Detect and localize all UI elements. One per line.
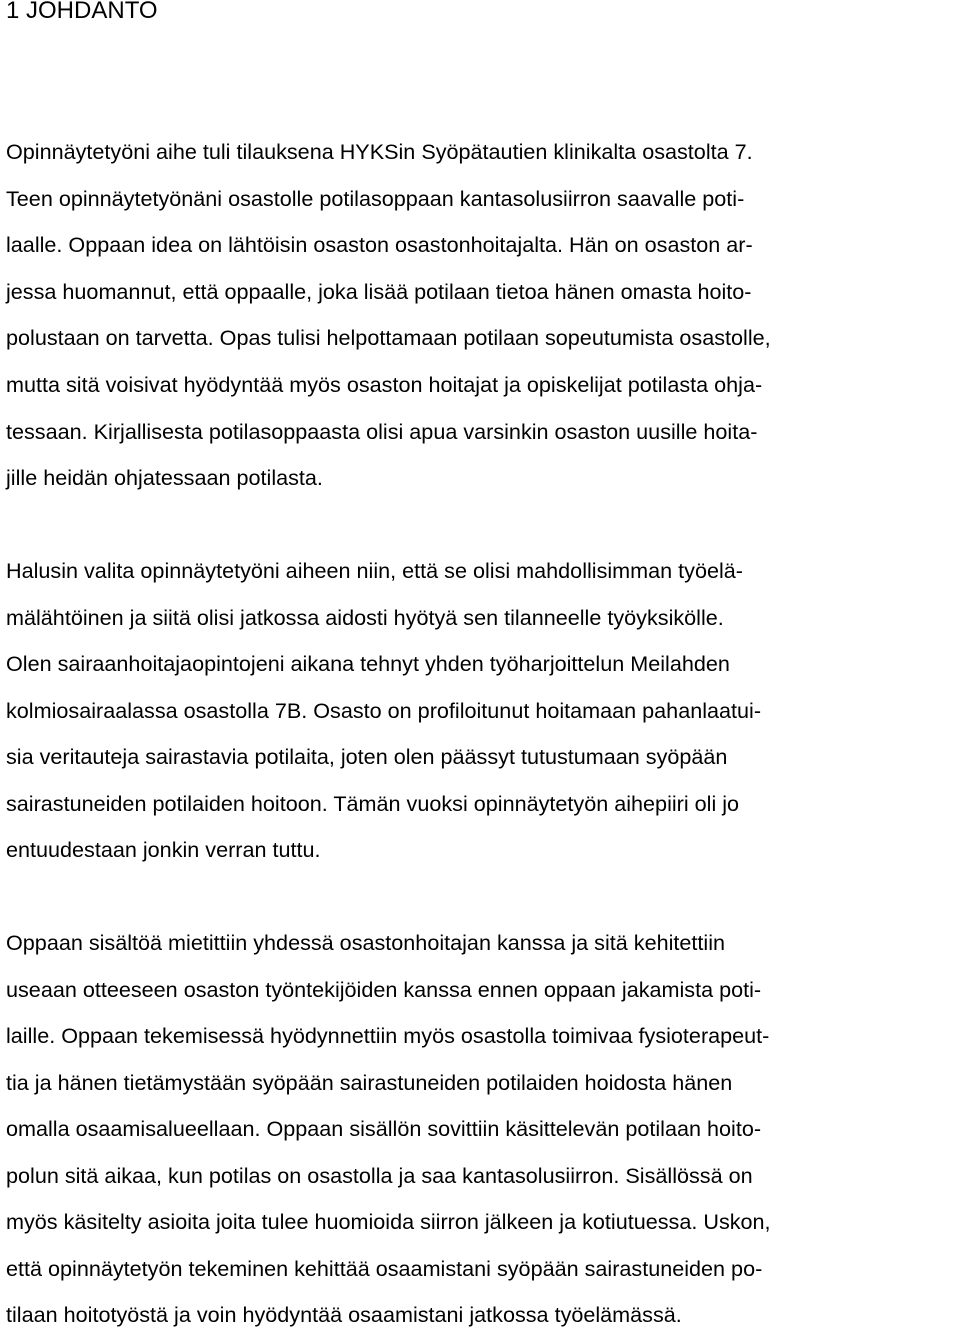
- text-line: jille heidän ohjatessaan potilasta.: [6, 465, 323, 490]
- text-line: laalle. Oppaan idea on lähtöisin osaston osastonhoitajalta. Hän on osaston ar-: [6, 232, 753, 257]
- text-line: polun sitä aikaa, kun potilas on osastolla ja saa kantasolusiirron. Sisällössä on: [6, 1163, 753, 1188]
- text-line: tessaan. Kirjallisesta potilasoppaasta olisi apua varsinkin osaston uusille hoita-: [6, 419, 758, 444]
- text-line: sairastuneiden potilaiden hoitoon. Tämän vuoksi opinnäytetyön aihepiiri oli jo: [6, 791, 740, 816]
- text-line: Oppaan sisältöä mietittiin yhdessä osastonhoitajan kanssa ja sitä kehitettiin: [6, 930, 726, 955]
- text-line: laille. Oppaan tekemisessä hyödynnettiin myös osastolla toimivaa fysioterapeut-: [6, 1023, 770, 1048]
- text-line: Halusin valita opinnäytetyöni aiheen niin, että se olisi mahdollisimman työelä-: [6, 558, 743, 583]
- text-line: myös käsitelty asioita joita tulee huomioida siirron jälkeen ja kotiutuessa. Uskon,: [6, 1209, 771, 1234]
- chapter-heading: 1 JOHDANTO: [6, 0, 158, 24]
- text-line: sia veritauteja sairastavia potilaita, joten olen päässyt tutustumaan syöpään: [6, 744, 728, 769]
- text-line: tia ja hänen tietämystään syöpään sairastuneiden potilaiden hoidosta hänen: [6, 1070, 733, 1095]
- text-line: polustaan on tarvetta. Opas tulisi helpottamaan potilaan sopeutumista osastolle,: [6, 325, 771, 350]
- text-line: Teen opinnäytetyönäni osastolle potilasoppaan kantasolusiirron saavalle poti-: [6, 186, 745, 211]
- text-line: useaan otteeseen osaston työntekijöiden kanssa ennen oppaan jakamista poti-: [6, 977, 762, 1002]
- text-line: Opinnäytetyöni aihe tuli tilauksena HYKSin Syöpätautien klinikalta osastolta 7.: [6, 139, 753, 164]
- text-line: tilaan hoitotyöstä ja voin hyödyntää osaamistani jatkossa työelämässä.: [6, 1302, 682, 1327]
- text-line: mälähtöinen ja siitä olisi jatkossa aidosti hyötyä sen tilanneelle työyksikölle.: [6, 605, 724, 630]
- text-line: omalla osaamisalueellaan. Oppaan sisällön sovittiin käsittelevän potilaan hoito-: [6, 1116, 762, 1141]
- text-line: jessa huomannut, että oppaalle, joka lisää potilaan tietoa hänen omasta hoito-: [6, 279, 752, 304]
- text-line: kolmiosairaalassa osastolla 7B. Osasto on profiloitunut hoitamaan pahanlaatui-: [6, 698, 762, 723]
- text-line: että opinnäytetyön tekeminen kehittää osaamistani syöpään sairastuneiden po-: [6, 1256, 763, 1281]
- text-line: entuudestaan jonkin verran tuttu.: [6, 837, 321, 862]
- text-line: Olen sairaanhoitajaopintojeni aikana tehnyt yhden työharjoittelun Meilahden: [6, 651, 730, 676]
- text-line: mutta sitä voisivat hyödyntää myös osaston hoitajat ja opiskelijat potilasta ohja-: [6, 372, 763, 397]
